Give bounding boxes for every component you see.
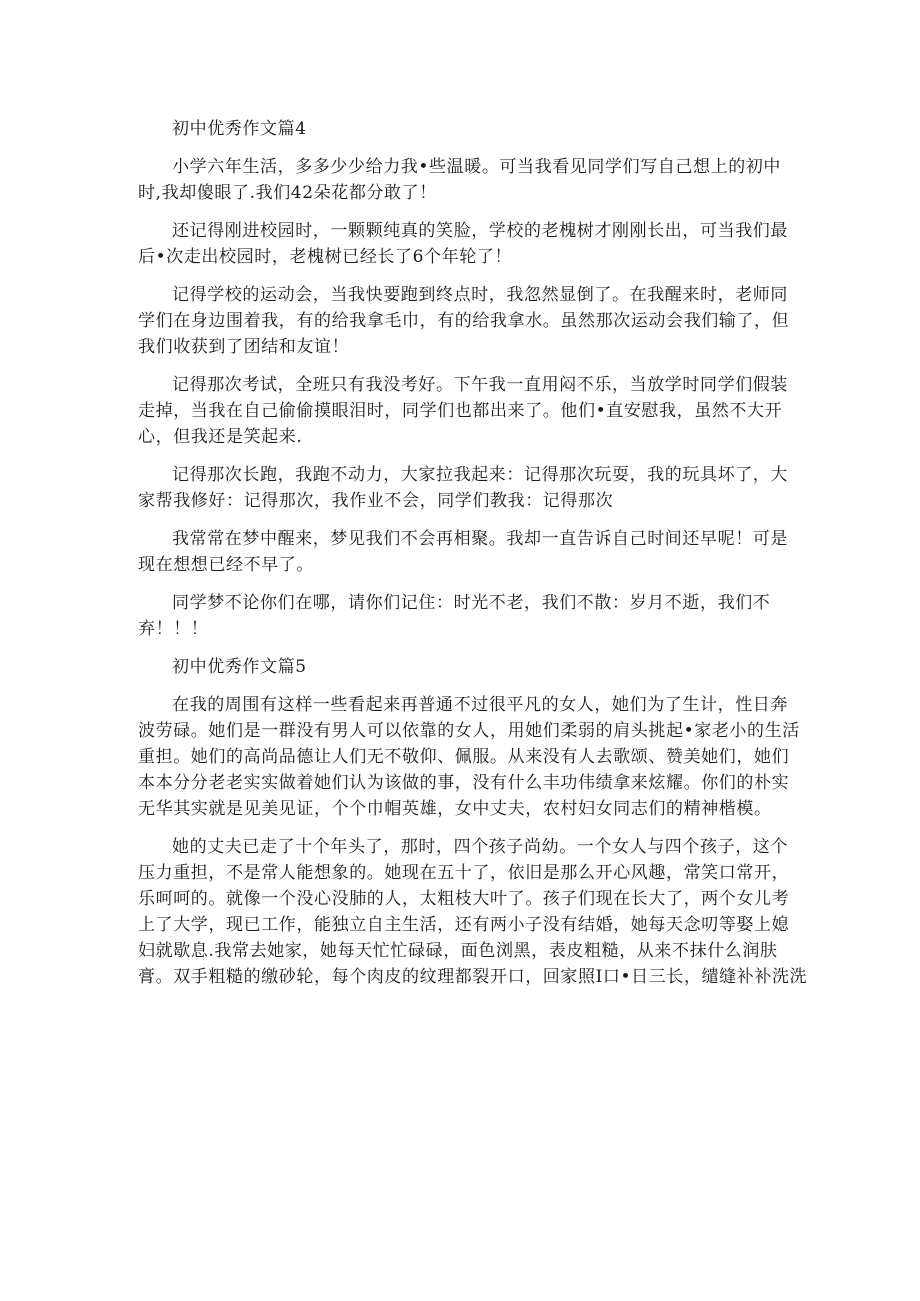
section-heading (138, 116, 786, 142)
paragraph-line: 我常常在梦中醒来，梦见我们不会再相聚。我却一直告诉自己时间还早呢！可是 (172, 529, 788, 549)
paragraph-line: 记得那次考试，全班只有我没考好。下午我一直用闷不乐，当放学时同学们假装 (172, 375, 788, 395)
paragraph-line: 同学梦不论你们在哪，请你们记住：时光不老，我们不散：岁月不逝，我们不 (172, 593, 771, 613)
paragraph-line: 家帮我修好：记得那次，我作业不会，同学们教我：记得那次 (138, 491, 614, 511)
paragraph (138, 462, 786, 514)
paragraph-line: 上了大学，现已工作，能独立自主生活，还有两小子没有结婚，她每天念叨等娶上媳 (138, 915, 790, 935)
paragraph (138, 526, 786, 578)
paragraph-line: 心，但我还是笑起来. (138, 427, 303, 447)
heading-text: 初中优秀作文篇4 (172, 119, 307, 139)
paragraph-line: 时,我却傻眼了.我们42朵花都分敢了！ (138, 183, 437, 203)
heading-text: 初中优秀作文篇5 (172, 657, 307, 677)
paragraph-line: 重担。她们的高尚品德让人们无不敬仰、佩服。从来没有人去歌颂、赞美她们，她们 (138, 747, 790, 767)
paragraph (138, 372, 786, 450)
paragraph (138, 218, 786, 270)
paragraph (138, 590, 786, 642)
document-body (138, 116, 808, 1002)
paragraph-line: 波劳碌。她们是一群没有男人可以依靠的女人，用她们柔弱的肩头挑起•家老小的生活 (138, 721, 800, 741)
paragraph-line: 乐呵呵的。就像一个没心没肺的人，太粗枝大叶了。孩子们现在长大了，两个女儿考 (138, 889, 790, 909)
paragraph-line: 压力重担，不是常人能想象的。她现在五十了，依旧是那么开心风趣，常笑口常开， (138, 863, 790, 883)
paragraph-line: 学们在身边围着我，有的给我拿毛巾，有的给我拿水。虽然那次运动会我们输了，但 (138, 311, 790, 331)
paragraph (138, 692, 800, 822)
paragraph-line: 无华其实就是见美见证，个个巾帽英雄，女中丈夫，农村妇女同志们的精神楷模。 (138, 799, 772, 819)
paragraph-line: 小学六年生活，多多少少给力我•些温暖。可当我看见同学们写自己想上的初中 (172, 157, 782, 177)
paragraph-line: 膏。双手粗糙的缴砂轮，每个肉皮的纹理都裂开口，回家照I口•日三长，缱缝补补洗洗 (138, 967, 808, 987)
paragraph-line: 在我的周围有这样一些看起来再普通不过很平凡的女人，她们为了生计，性日奔 (172, 695, 788, 715)
paragraph-line: 本本分分老老实实做着她们认为该做的事，没有什么丰功伟绩拿来炫耀。你们的朴实 (138, 773, 790, 793)
paragraph-line: 走掉，当我在自己偷偷摸眼泪时，同学们也都出来了。他们•直安慰我，虽然不大开 (138, 401, 783, 421)
paragraph-line: 我们收获到了团结和友谊！ (138, 337, 350, 357)
paragraph-line: 记得学校的运动会，当我快要跑到终点时，我忽然显倒了。在我醒来时，老师同 (172, 285, 788, 305)
paragraph (138, 834, 808, 990)
paragraph (138, 282, 790, 360)
paragraph-line: 妇就歇息.我常去她家，她每天忙忙碌碌，面色浏黑，表皮粗糙，从来不抹什么润肤 (138, 941, 778, 961)
paragraph-line: 她的丈夫已走了十个年头了，那时，四个孩子尚幼。一个女人与四个孩子，这个 (172, 837, 788, 857)
paragraph-line: 记得那次长跑，我跑不动力，大家拉我起来：记得那次玩耍，我的玩具坏了，大 (172, 465, 788, 485)
section-heading (138, 654, 786, 680)
paragraph (138, 154, 786, 206)
paragraph-line: 还记得刚进校园时，一颗颗纯真的笑脸，学校的老槐树才刚刚长出，可当我们最 (172, 221, 788, 241)
paragraph-line: 弃！！！ (138, 619, 209, 639)
paragraph-line: 后•次走出校园时，老槐树已经长了6个年轮了！ (138, 247, 513, 267)
paragraph-line: 现在想想已经不早了。 (138, 555, 314, 575)
